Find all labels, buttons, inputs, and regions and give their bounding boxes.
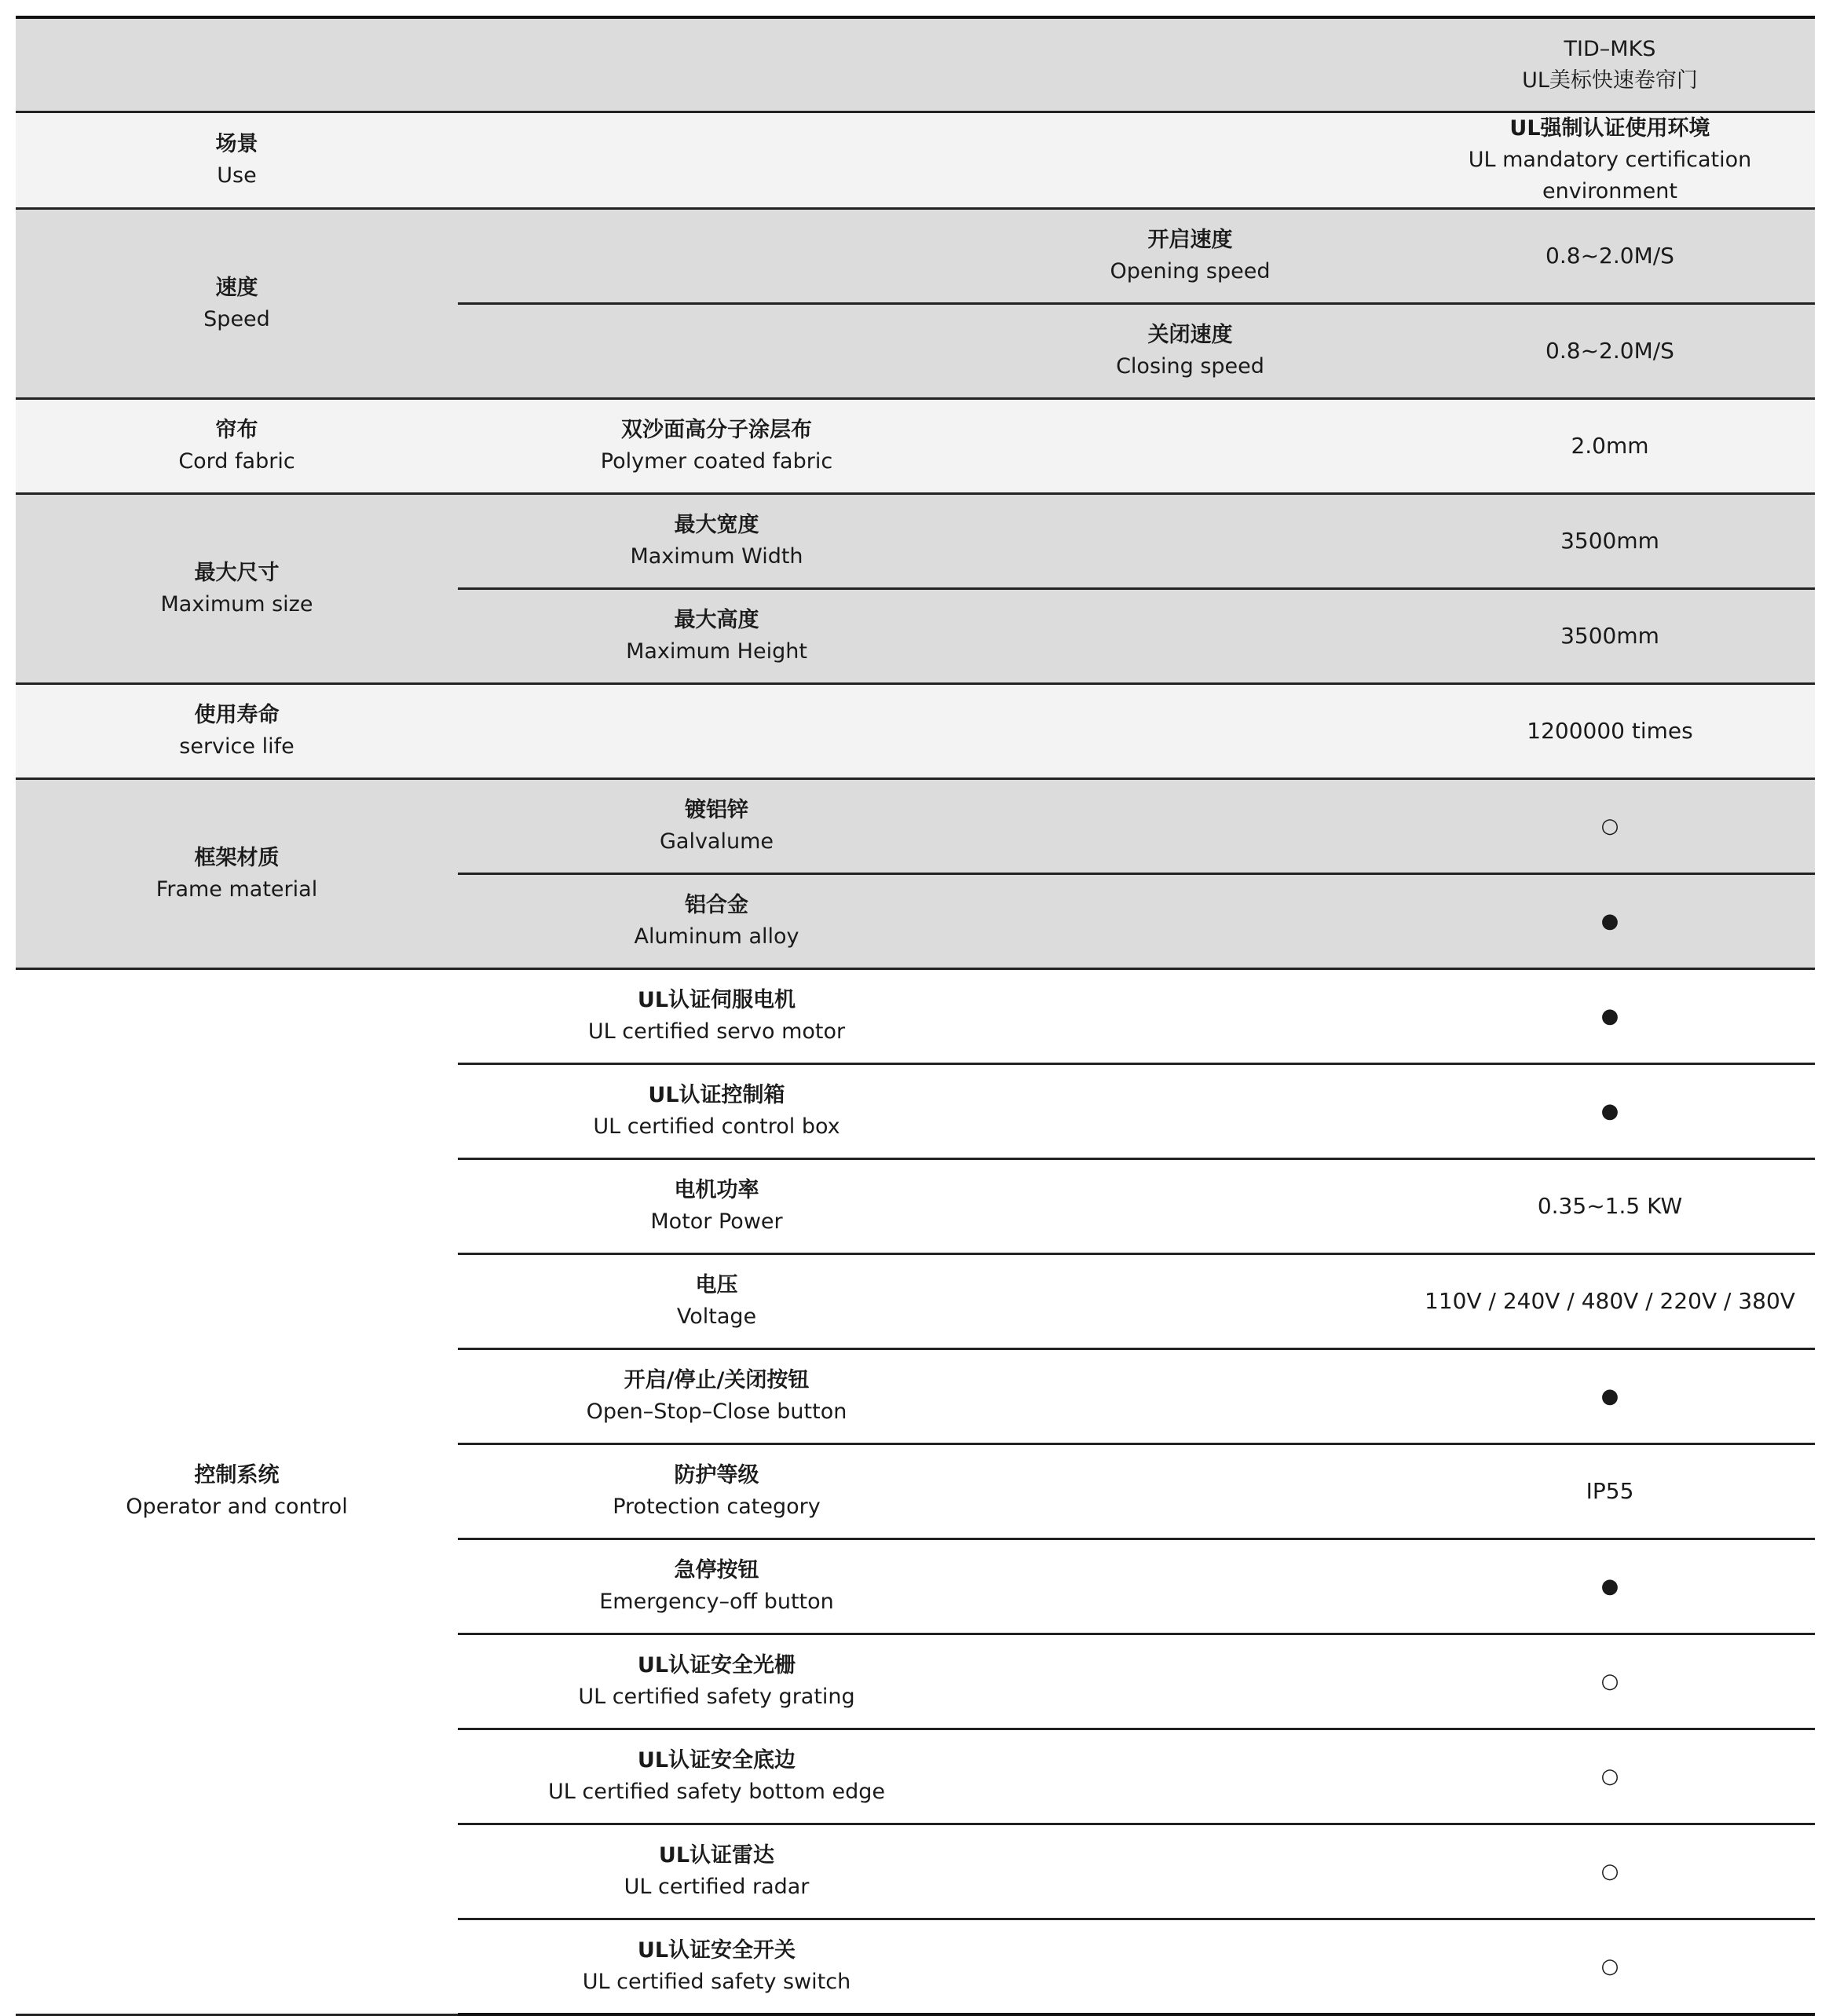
frame-label-en: Frame material: [155, 876, 318, 902]
control-item-label-cell: [458, 1254, 975, 1349]
speed-label-cell: [16, 209, 458, 399]
use-value-zh: UL强制认证使用环境: [1509, 116, 1710, 141]
spec-sheet: [16, 0, 1815, 2011]
control-item-label-zh: 防护等级: [674, 1463, 759, 1487]
optional-icon: ○: [1405, 1824, 1815, 1919]
galvalume-label-en: Galvalume: [659, 829, 774, 854]
life-blank-cell: [458, 684, 1405, 779]
fabric-value: 2.0mm: [1405, 399, 1815, 494]
closing-speed-label-en: Closing speed: [1116, 354, 1264, 379]
control-item-label-en: Voltage: [676, 1304, 757, 1329]
control-label-zh: 控制系统: [194, 1463, 280, 1488]
control-item-label-en: UL certified safety bottom edge: [548, 1780, 885, 1804]
control-item-label-cell: [458, 1634, 975, 1729]
speed-closing-label-cell: [975, 304, 1405, 399]
control-item-label-zh: UL认证控制箱: [648, 1083, 785, 1107]
control-item-label-en: UL certified radar: [624, 1875, 810, 1899]
control-item-label-cell: [458, 1539, 975, 1634]
frame-label-zh: 框架材质: [194, 845, 280, 870]
control-item-label-en: UL certified servo motor: [587, 1019, 846, 1044]
life-label-en: service life: [179, 734, 294, 759]
optional-icon: ○: [1405, 1919, 1815, 2015]
control-item-label-zh: UL认证安全光栅: [637, 1653, 796, 1678]
control-item-label-cell: [458, 1729, 975, 1824]
galvalume-label-zh: 镀铝锌: [685, 798, 748, 822]
control-item-label-zh: 开启/停止/关闭按钮: [624, 1368, 810, 1392]
voltage-value: 110V / 240V / 480V / 220V / 380V: [1405, 1254, 1815, 1349]
height-label-en: Maximum Height: [626, 639, 807, 664]
control-item-label-cell: [458, 1159, 975, 1254]
size-height-label-cell: [458, 589, 975, 684]
width-label-en: Maximum Width: [630, 544, 803, 569]
size-label-zh: 最大尺寸: [194, 560, 280, 585]
control-item-label-cell: [458, 1064, 975, 1159]
control-item-blank: [975, 1159, 1405, 1254]
width-label-zh: 最大宽度: [674, 513, 759, 537]
closing-speed-value: 0.8~2.0M/S: [1405, 304, 1815, 399]
use-value-cell: [1405, 112, 1815, 209]
aluminum-label-cell: [458, 874, 975, 969]
control-item-label-en: UL certified safety grating: [578, 1685, 855, 1709]
fabric-row: [16, 399, 1815, 494]
use-value-en: UL mandatory certification environment: [1468, 148, 1752, 203]
control-item-label-cell: [458, 1824, 975, 1919]
speed-opening-label-cell: [975, 209, 1405, 304]
use-label-zh: 场景: [215, 132, 258, 156]
fabric-blank-cell: [975, 399, 1405, 494]
frame-galvalume-row: [16, 779, 1815, 874]
speed-opening-blank: [458, 209, 975, 304]
speed-opening-row: [16, 209, 1815, 304]
control-item-blank: [975, 1254, 1405, 1349]
optional-icon: ○: [1405, 1634, 1815, 1729]
standard-icon: ●: [1405, 874, 1815, 969]
control-item-label-cell: [458, 1349, 975, 1444]
standard-icon: ●: [1405, 969, 1815, 1064]
control-item-label-zh: 电压: [695, 1273, 738, 1297]
control-item-label-en: Protection category: [613, 1495, 821, 1519]
control-item-label-en: Emergency–off button: [599, 1590, 834, 1614]
standard-icon: ●: [1405, 1539, 1815, 1634]
control-item-blank: [975, 1349, 1405, 1444]
control-item-label-en: UL certified control box: [593, 1114, 840, 1139]
life-label-zh: 使用寿命: [194, 703, 280, 727]
header-row: [16, 17, 1815, 112]
closing-speed-label-zh: 关闭速度: [1147, 323, 1233, 347]
control-item-label-zh: 急停按钮: [674, 1558, 759, 1582]
control-item-label-cell: [458, 1444, 975, 1539]
size-width-row: [16, 494, 1815, 589]
fabric-type-en: Polymer coated fabric: [600, 449, 833, 474]
width-value: 3500mm: [1405, 494, 1815, 589]
opening-speed-label-en: Opening speed: [1110, 259, 1271, 284]
control-item-label-en: Open–Stop–Close button: [586, 1399, 847, 1424]
control-item-label-en: Motor Power: [650, 1209, 783, 1234]
control-item-label-zh: UL认证雷达: [658, 1843, 775, 1868]
life-value: 1200000 times: [1405, 684, 1815, 779]
speed-label-zh: 速度: [215, 275, 258, 300]
opening-speed-value: 0.8~2.0M/S: [1405, 209, 1815, 304]
fabric-type-cell: [458, 399, 975, 494]
use-label-en: Use: [217, 163, 257, 188]
speed-label-en: Speed: [203, 306, 270, 331]
product-name: UL美标快速卷帘门: [1522, 68, 1698, 93]
size-label-cell: [16, 494, 458, 684]
header-blank-cell: [16, 17, 1405, 112]
control-item-label-zh: UL认证安全底边: [637, 1748, 796, 1773]
galvalume-blank: [975, 779, 1405, 874]
control-item-blank: [975, 1444, 1405, 1539]
control-item-label-cell: [458, 969, 975, 1064]
control-item-label-cell: [458, 1919, 975, 2015]
size-height-blank: [975, 589, 1405, 684]
protection-value: IP55: [1405, 1444, 1815, 1539]
fabric-label-cell: [16, 399, 458, 494]
fabric-label-zh: 帘布: [215, 418, 258, 442]
galvalume-label-cell: [458, 779, 975, 874]
use-row: [16, 112, 1815, 209]
fabric-label-en: Cord fabric: [178, 449, 295, 474]
control-item-blank: [975, 1539, 1405, 1634]
size-label-en: Maximum size: [160, 591, 313, 617]
control-item-label-zh: 电机功率: [674, 1178, 759, 1202]
height-label-zh: 最大高度: [674, 608, 759, 632]
fabric-type-zh: 双沙面高分子涂层布: [621, 418, 812, 442]
control-item-blank: [975, 1634, 1405, 1729]
use-label-cell: [16, 112, 458, 209]
spec-table: [16, 16, 1815, 2016]
control-item-blank: [975, 1824, 1405, 1919]
control-label-cell: [16, 969, 458, 2015]
control-row: [16, 969, 1815, 1064]
model-name: TID–MKS: [1564, 36, 1656, 61]
header-model-cell: [1405, 17, 1815, 112]
aluminum-blank: [975, 874, 1405, 969]
aluminum-label-zh: 铝合金: [685, 893, 748, 917]
standard-icon: ●: [1405, 1349, 1815, 1444]
aluminum-label-en: Aluminum alloy: [634, 924, 799, 949]
control-label-en: Operator and control: [126, 1495, 348, 1520]
use-blank-cell: [458, 112, 1405, 209]
frame-label-cell: [16, 779, 458, 969]
control-item-label-zh: UL认证伺服电机: [637, 988, 796, 1012]
size-width-blank: [975, 494, 1405, 589]
life-label-cell: [16, 684, 458, 779]
control-item-blank: [975, 1729, 1405, 1824]
control-item-blank: [975, 969, 1405, 1064]
control-item-label-en: UL certified safety switch: [582, 1970, 851, 1994]
height-value: 3500mm: [1405, 589, 1815, 684]
life-row: [16, 684, 1815, 779]
motor-power-value: 0.35~1.5 KW: [1405, 1159, 1815, 1254]
optional-icon: ○: [1405, 1729, 1815, 1824]
optional-icon: ○: [1405, 779, 1815, 874]
control-item-blank: [975, 1919, 1405, 2015]
speed-closing-blank: [458, 304, 975, 399]
opening-speed-label-zh: 开启速度: [1147, 228, 1233, 252]
control-item-blank: [975, 1064, 1405, 1159]
control-item-label-zh: UL认证安全开关: [637, 1938, 796, 1963]
standard-icon: ●: [1405, 1064, 1815, 1159]
size-width-label-cell: [458, 494, 975, 589]
